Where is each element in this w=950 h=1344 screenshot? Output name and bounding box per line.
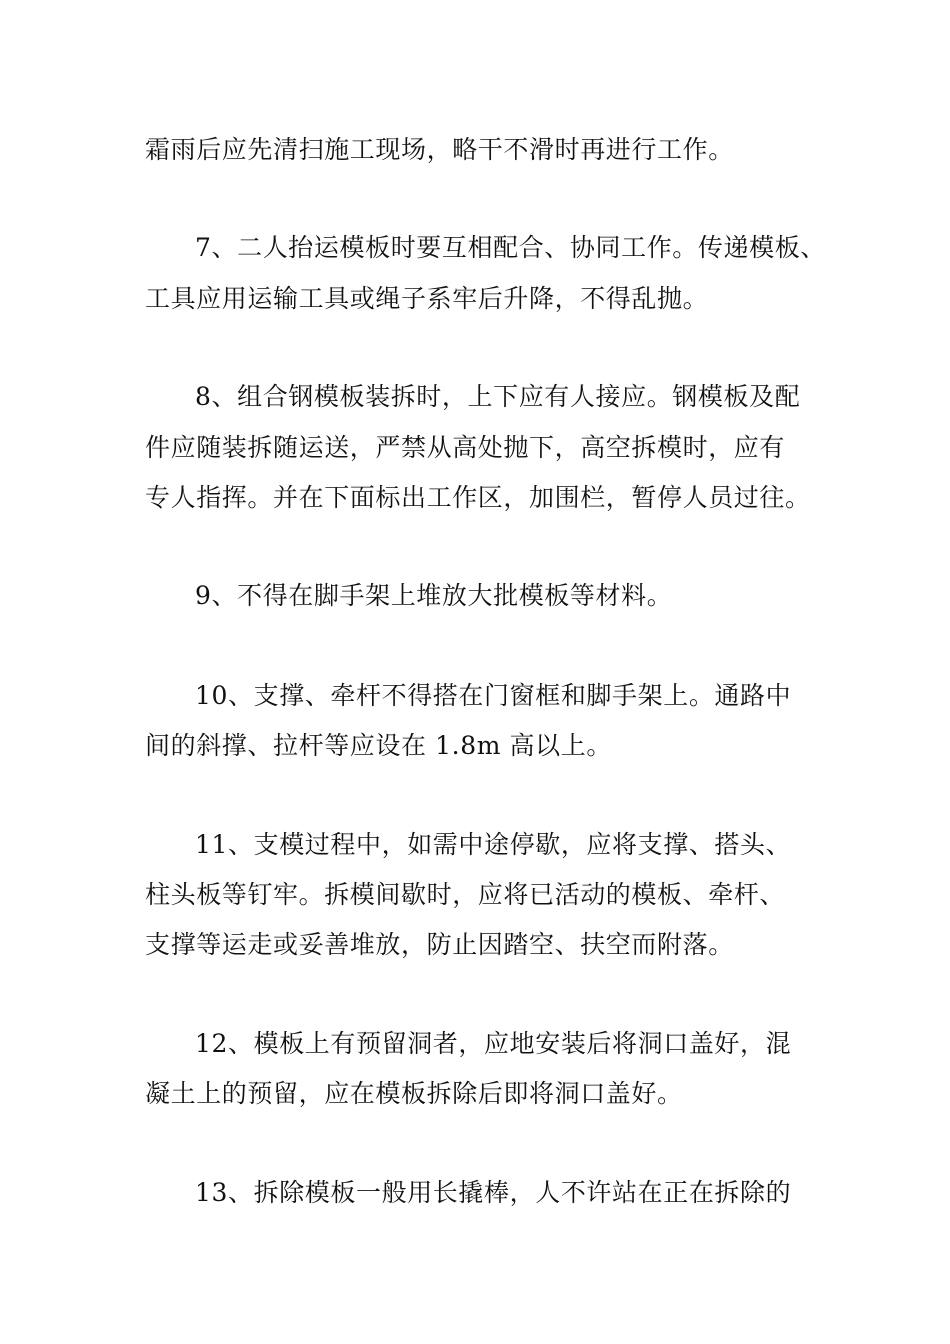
paragraph-10-line-1: 10、支撑、牵杆不得搭在门窗框和脚手架上。通路中 — [195, 681, 792, 710]
paragraph-11-line-3: 支撑等运走或妥善堆放，防止因踏空、扶空而附落。 — [145, 930, 734, 959]
paragraph-12-line-2: 凝土上的预留，应在模板拆除后即将洞口盖好。 — [145, 1079, 683, 1108]
paragraph-11-line-1: 11、支模过程中，如需中途停歇，应将支撑、搭头、 — [195, 830, 792, 859]
paragraph-9-line-1: 9、不得在脚手架上堆放大批模板等材料。 — [195, 581, 673, 610]
paragraph-11-line-2: 柱头板等钉牢。拆模间歇时，应将已活动的模板、牵杆、 — [145, 880, 786, 909]
paragraph-8-line-3: 专人指挥。并在下面标出工作区，加围栏，暂停人员过往。 — [145, 483, 811, 512]
paragraph-8-line-2: 件应随装拆随运送，严禁从高处抛下，高空拆模时，应有 — [145, 433, 786, 462]
paragraph-13-line-1: 13、拆除模板一般用长撬棒，人不许站在正在拆除的 — [195, 1178, 792, 1207]
paragraph-7-line-2: 工具应用运输工具或绳子系牢后升降，不得乱抛。 — [145, 284, 709, 313]
paragraph-6-line-2: 霜雨后应先清扫施工现场，略干不滑时再进行工作。 — [145, 135, 734, 164]
paragraph-7-line-1: 7、二人抬运模板时要互相配合、协同工作。传递模板、 — [195, 233, 826, 262]
paragraph-8-line-1: 8、组合钢模板装拆时，上下应有人接应。钢模板及配 — [195, 382, 801, 411]
paragraph-12-line-1: 12、模板上有预留洞者，应地安装后将洞口盖好，混 — [195, 1029, 792, 1058]
paragraph-10-line-2: 间的斜撑、拉杆等应设在 1.8m 高以上。 — [145, 731, 612, 760]
